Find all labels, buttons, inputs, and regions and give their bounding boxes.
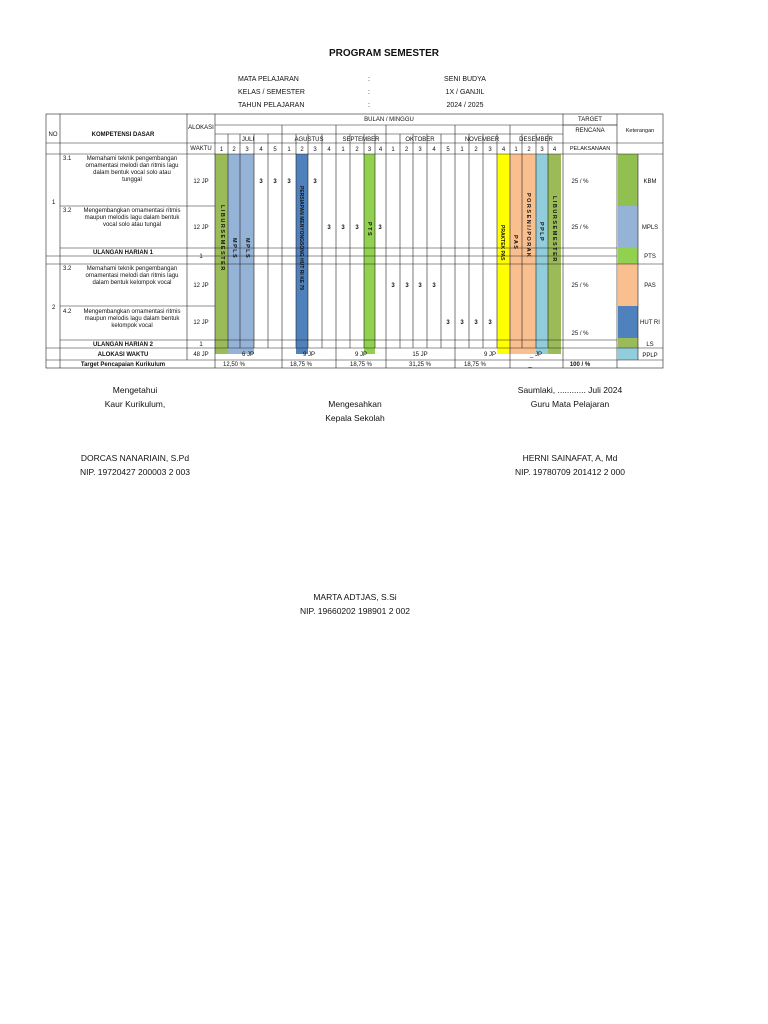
target-month: 12,50 % xyxy=(222,362,246,368)
month-label: DESEMBER xyxy=(519,137,553,143)
legend-swatch-hut xyxy=(618,306,638,338)
sig-text: Kaur Kurikulum, xyxy=(104,399,166,409)
week-number: 5 xyxy=(446,147,450,153)
meta-label: TAHUN PELAJARAN xyxy=(238,102,305,109)
target-month: 18,75 % xyxy=(349,362,373,368)
legend-swatch-mpls xyxy=(618,206,638,248)
hour-cell: 3 xyxy=(327,225,331,231)
week-number: 1 xyxy=(514,147,518,153)
signature-right-name xyxy=(495,451,645,479)
week-number: 4 xyxy=(552,147,557,153)
vertical-label-porseni: P O R S E N I / P O R A K xyxy=(525,193,531,257)
sig-nip: NIP. 19660202 198901 2 002 xyxy=(300,606,410,616)
meta-sep: : xyxy=(368,76,370,83)
week-number: 1 xyxy=(341,147,345,153)
alokasi-cell: 12 JP xyxy=(193,225,209,231)
hour-cell: 3 xyxy=(391,283,395,289)
target-total: 100 / % xyxy=(569,362,591,368)
legend-label: LS xyxy=(646,342,654,348)
legend-label: PTS xyxy=(644,254,656,260)
header-alokasi: ALOKASI xyxy=(188,125,214,131)
sig-name: MARTA ADTJAS, S.Si xyxy=(313,592,397,602)
kd-code: 3.2 xyxy=(63,208,72,214)
kd-code: 3.2 xyxy=(63,266,72,272)
signature-left-name xyxy=(55,451,215,479)
target-cell: 25 / % xyxy=(571,179,589,185)
alokasi-waktu-label: ALOKASI WAKTU xyxy=(97,352,149,358)
alokasi-month: _ JP xyxy=(529,352,543,358)
hour-cell: 3 xyxy=(405,283,409,289)
hour-cell: 3 xyxy=(355,225,359,231)
legend-label: MPLS xyxy=(641,225,659,231)
week-number: 3 xyxy=(418,147,422,153)
row-number: 1 xyxy=(52,200,56,206)
alokasi-total: 48 JP xyxy=(193,352,209,358)
sig-text: Mengesahkan xyxy=(328,399,382,409)
target-month: 31,25 % xyxy=(408,362,432,368)
legend-swatch-pplp xyxy=(618,348,638,360)
hour-cell: 3 xyxy=(378,225,382,231)
kd-line: kelompok vocal xyxy=(111,323,153,329)
meta-value: 2024 / 2025 xyxy=(446,102,484,109)
alokasi-month: 15 JP xyxy=(412,352,428,358)
week-numbers xyxy=(220,147,557,153)
hour-cell: 3 xyxy=(273,179,277,185)
month-label: AGUSTUS xyxy=(294,137,324,143)
kd-line: ornamentasi melodi dan ritmis lagu xyxy=(85,163,179,169)
week-number: 3 xyxy=(488,147,492,153)
hour-cell: 3 xyxy=(418,283,422,289)
header-keterangan: Keterangan xyxy=(625,128,655,134)
alokasi-cell: 1 xyxy=(199,342,203,348)
kd-code: 4.2 xyxy=(63,309,72,315)
ulangan-harian-2: ULANGAN HARIAN 2 xyxy=(93,342,153,348)
legend-label: PPLP xyxy=(642,353,658,359)
week-number: 3 xyxy=(367,147,372,153)
legend-swatch-pts xyxy=(618,248,638,264)
legend-swatches xyxy=(618,154,638,360)
kd-code: 3.1 xyxy=(63,156,72,162)
hour-entries xyxy=(259,179,492,326)
header-target: TARGET xyxy=(578,117,602,123)
alokasi-cell: 1 xyxy=(199,254,203,260)
vertical-label-libur-2: L I B U R S E M E S T E R xyxy=(551,196,557,262)
vertical-label-mpls: M P L S xyxy=(244,238,250,258)
alokasi-month: 6 JP xyxy=(241,352,255,358)
week-number: 5 xyxy=(273,147,277,153)
alokasi-month: 9 JP xyxy=(354,352,368,358)
signature-middle-name xyxy=(270,590,440,618)
kd-line: vocal solo atau tungal xyxy=(102,222,162,228)
kd-line: maupun melodis lagu dalam bentuk xyxy=(84,215,180,221)
legend-swatch-ls xyxy=(618,338,638,348)
meta-value: 1X / GANJIL xyxy=(445,89,485,96)
legend-label: PAS xyxy=(644,283,656,289)
month-label: NOVEMBER xyxy=(464,137,500,143)
target-cell: 25 / % xyxy=(571,283,589,289)
week-number: 2 xyxy=(300,147,304,153)
kd-line: Memahami teknik pengembangan xyxy=(86,156,178,162)
kd-line: Mengembangkan ornamentasi ritmis xyxy=(83,208,181,214)
signature-right-header xyxy=(495,383,645,411)
header-kompetensi: KOMPETENSI DASAR xyxy=(91,132,155,138)
sig-text: Guru Mata Pelajaran xyxy=(530,399,610,409)
month-label: SEPTEMBER xyxy=(342,137,380,143)
legend-label: HUT RI xyxy=(640,320,660,326)
header-pelaksanaan: PELAKSANAAN xyxy=(569,146,611,152)
week-number: 1 xyxy=(391,147,395,153)
hour-cell: 3 xyxy=(259,179,263,185)
week-number: 2 xyxy=(474,147,478,153)
week-number: 1 xyxy=(460,147,464,153)
header-no: NO xyxy=(48,132,58,138)
row-number: 2 xyxy=(52,305,56,311)
vertical-label-mpls: M P L S xyxy=(231,238,237,258)
sig-text: Kepala Sekolah xyxy=(325,413,385,423)
signature-left-header xyxy=(70,383,200,411)
sig-nip: NIP. 19720427 200003 2 003 xyxy=(80,467,190,477)
hour-cell: 3 xyxy=(446,320,450,326)
kd-line: Mengembangkan ornamentasi ritmis xyxy=(83,309,181,315)
alokasi-month: 9 JP xyxy=(483,352,497,358)
alokasi-cell: 12 JP xyxy=(193,179,209,185)
week-number: 3 xyxy=(313,147,317,153)
target-month: _ xyxy=(528,362,532,368)
meta-label: MATA PELAJARAN xyxy=(238,76,299,83)
schedule-table xyxy=(0,0,768,380)
vertical-label-pplp: P P L P xyxy=(538,222,544,241)
header-bulan: BULAN / MINGGU xyxy=(364,117,414,123)
target-cell: 25 / % xyxy=(571,225,589,231)
hour-cell: 3 xyxy=(460,320,464,326)
hour-cell: 3 xyxy=(474,320,478,326)
hour-cell: 3 xyxy=(341,225,345,231)
vertical-label-praktik: PRAKTEK PAS xyxy=(499,225,505,261)
sig-text: Mengetahui xyxy=(112,385,158,395)
alokasi-month: 9 JP xyxy=(302,352,316,358)
kd-line: Memahami teknik pengembangan xyxy=(86,266,178,272)
legend-swatch-pas xyxy=(618,264,638,306)
sig-text: Saumlaki, ............ Juli 2024 xyxy=(517,385,623,395)
band-pts xyxy=(364,154,375,354)
legend-label: KBM xyxy=(643,179,657,185)
sig-name: HERNI SAINAFAT, A, Md xyxy=(522,453,618,463)
signature-middle-header xyxy=(290,397,420,425)
week-number: 2 xyxy=(527,147,531,153)
week-number: 3 xyxy=(245,147,249,153)
week-number: 1 xyxy=(287,147,291,153)
page-title: PROGRAM SEMESTER xyxy=(328,48,439,59)
month-label: OKTOBER xyxy=(405,137,435,143)
meta-label: KELAS / SEMESTER xyxy=(238,89,305,96)
band-pplp xyxy=(536,154,548,354)
vertical-label-pas: P A S xyxy=(512,235,518,249)
hour-cell: 3 xyxy=(287,179,291,185)
target-month: 18,75 % xyxy=(463,362,487,368)
hour-cell: 3 xyxy=(488,320,492,326)
week-number: 2 xyxy=(404,147,409,153)
kd-line: tunggal xyxy=(122,177,142,183)
week-number: 2 xyxy=(355,147,359,153)
target-month: 18,75 % xyxy=(289,362,313,368)
meta-value: SENI BUDYA xyxy=(444,76,486,83)
week-number: 4 xyxy=(378,147,383,153)
week-number: 1 xyxy=(219,147,224,153)
band-pas-1 xyxy=(510,154,522,354)
meta-sep: : xyxy=(368,102,370,109)
header-rencana: RENCANA xyxy=(575,128,605,134)
week-number: 2 xyxy=(232,147,236,153)
month-label: JULI xyxy=(241,137,255,143)
hour-cell: 3 xyxy=(313,179,317,185)
kd-line: maupun melodis lagu dalam bentuk xyxy=(84,316,180,322)
week-number: 4 xyxy=(259,147,263,153)
legend-swatch-kbm xyxy=(618,154,638,206)
hour-cell: 3 xyxy=(432,283,436,289)
kd-line: dalam bentuk vocal solo atau xyxy=(93,170,171,176)
ulangan-harian-1: ULANGAN HARIAN 1 xyxy=(93,250,153,256)
week-number: 4 xyxy=(432,147,436,153)
vertical-label-pts: P T S xyxy=(366,222,372,236)
vertical-label-hut: PERSIAPAN MENYONGSONG HUT RI KE 79 xyxy=(298,186,304,291)
sig-nip: NIP. 19780709 201412 2 000 xyxy=(515,467,625,477)
header-waktu: WAKTU xyxy=(190,146,212,152)
target-label: Target Pencapaian Kurikulum xyxy=(80,362,166,368)
alokasi-cell: 12 JP xyxy=(193,283,209,289)
week-number: 3 xyxy=(540,147,544,153)
sig-name: DORCAS NANARIAIN, S.Pd xyxy=(80,453,190,463)
meta-sep: : xyxy=(368,89,370,96)
week-number: 4 xyxy=(501,147,506,153)
alokasi-cell: 12 JP xyxy=(193,320,209,326)
week-number: 4 xyxy=(327,147,331,153)
kd-line: dalam bentuk kelompok vocal xyxy=(92,280,172,286)
kd-line: ornamentasi melodi dan ritmis lagu xyxy=(85,273,179,279)
target-cell: 25 / % xyxy=(571,331,589,337)
vertical-label-libur: L I B U R S E M E S T E R xyxy=(219,205,225,271)
